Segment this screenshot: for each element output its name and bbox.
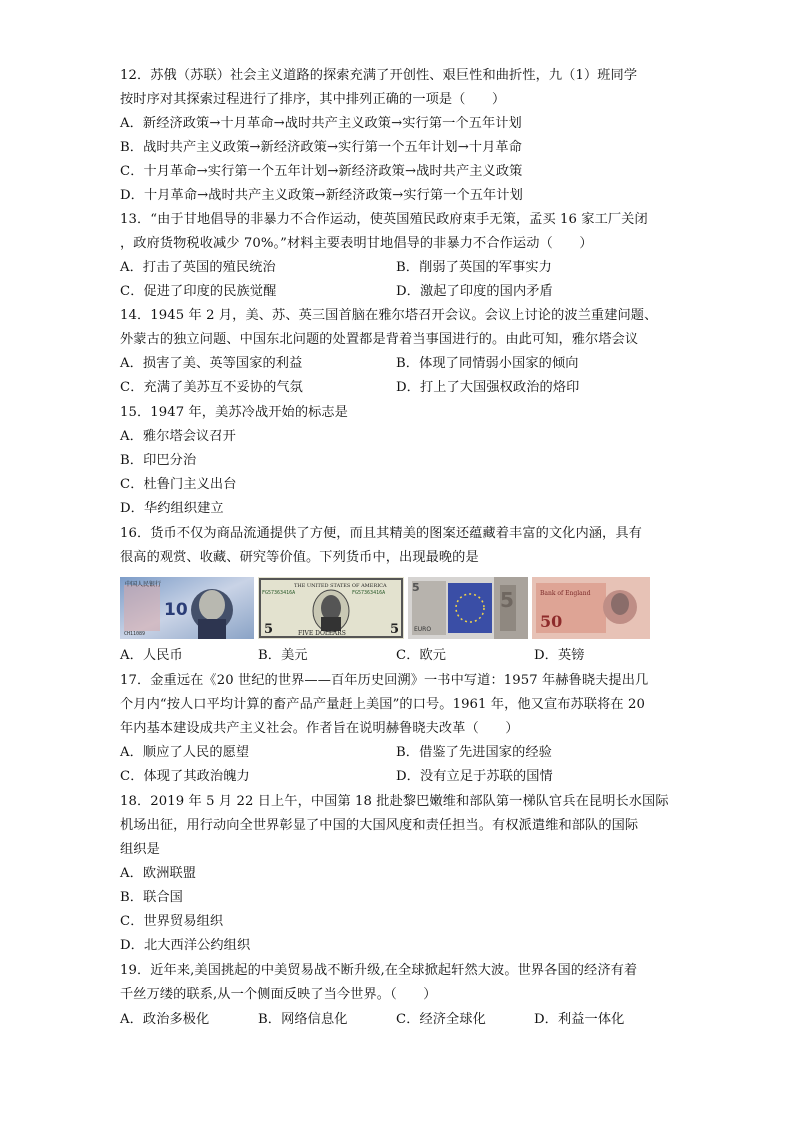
q14-stem-line-1: 14．1945 年 2 月，美、苏、英三国首脑在雅尔塔召开会议。会议上讨论的波兰重建问题、 [120,308,658,323]
q16-option-a: A．人民币 [120,648,183,663]
q13-option-d: D．激起了印度的国内矛盾 [396,284,553,299]
q13-options-row-1 [120,259,680,276]
q18-stem-line-2: 机场出征，用行动向全世界彰显了中国的大国风度和责任担当。有权派遣维和部队的国际 [120,818,639,833]
q17-option-b: B．借鉴了先进国家的经验 [396,745,552,760]
q15-option-a: A．雅尔塔会议召开 [120,429,236,444]
banknote-images-row [120,577,650,639]
usd-serial-right: FG57363416A [352,590,386,596]
usd-denomination: 5 [264,622,274,637]
q12-option-d: D．十月革命→战时共产主义政策→新经济政策→实行第一个五年计划 [120,188,523,203]
q14-option-d: D．打上了大国强权政治的烙印 [396,380,580,395]
euro-word: EURO [414,626,432,633]
q17-options-row-1 [120,744,680,761]
q19-stem-line-2: 千丝万缕的联系,从一个侧面反映了当今世界。（ ） [120,987,437,1002]
q17-options-row-2 [120,768,680,785]
q19-option-b: B．网络信息化 [258,1012,348,1027]
q13-options-row-2 [120,283,680,300]
q12-option-a: A．新经济政策→十月革命→战时共产主义政策→实行第一个五年计划 [120,116,522,131]
q17-option-a: A．顺应了人民的愿望 [120,745,250,760]
q17-stem-line-3: 年内基本建设成共产主义社会。作者旨在说明赫鲁晓夫改革（ ） [120,721,519,736]
euro-banknote-image [408,577,528,639]
q18-stem-line-1: 18．2019 年 5 月 22 日上午，中国第 18 批赴黎巴嫩维和部队第一梯队官兵在昆明长水国际 [120,794,669,809]
q17-stem-line-2: 个月内“按人口平均计算的畜产品产量赶上美国”的口号。1961 年，他又宣布苏联将在 20 [120,697,645,712]
q14-stem-line-2: 外蒙古的独立问题、中国东北问题的处置都是背着当事国进行的。由此可知，雅尔塔会议 [120,332,639,347]
usd-words: FIVE DOLLARS [298,630,346,637]
q16-stem-line-2: 很高的观赏、收藏、研究等价值。下列货币中，出现最晚的是 [120,550,479,565]
q19-option-a: A．政治多极化 [120,1012,210,1027]
q14-option-c: C．充满了美苏互不妥协的气氛 [120,380,303,395]
usd-title: THE UNITED STATES OF AMERICA [294,583,387,589]
q14-option-a: A．损害了美、英等国家的利益 [120,356,303,371]
q18-option-a: A．欧洲联盟 [120,866,197,881]
q19-stem-line-1: 19．近年来,美国挑起的中美贸易战不断升级,在全球掀起轩然大波。世界各国的经济有着 [120,963,638,978]
q13-stem-line-1: 13．“由于甘地倡导的非暴力不合作运动，使英国殖民政府束手无策，孟买 16 家工厂关闭 [120,212,648,227]
rmb-banknote-image [120,577,254,639]
q18-option-b: B．联合国 [120,890,183,905]
rmb-serial: CH11089 [124,631,146,637]
q13-option-c: C．促进了印度的民族觉醒 [120,284,277,299]
gbp-bank-name: Bank of England [540,590,591,597]
q18-stem-line-3: 组织是 [120,842,160,857]
q14-option-b: B．体现了同情弱小国家的倾向 [396,356,579,371]
q16-option-d: D．英镑 [534,648,585,663]
rmb-denomination: 10 [164,600,188,620]
q18-option-c: C．世界贸易组织 [120,914,224,929]
q13-option-b: B．削弱了英国的军事实力 [396,260,552,275]
usd-banknote-image [258,577,404,639]
q13-option-a: A．打击了英国的殖民统治 [120,260,276,275]
q15-option-c: C．杜鲁门主义出台 [120,477,237,492]
q18-option-d: D．北大西洋公约组织 [120,938,251,953]
usd-denomination-2: 5 [390,622,400,637]
q19-option-c: C．经济全球化 [396,1012,486,1027]
q14-options-row-2 [120,379,680,396]
q16-option-c: C．欧元 [396,648,447,663]
euro-denomination: 5 [412,581,420,594]
q19-option-d: D．利益一体化 [534,1012,625,1027]
q16-stem-line-1: 16．货币不仅为商品流通提供了方便，而且其精美的图案还蕴藏着丰富的文化内涵，具有 [120,526,642,541]
q12-stem-line-2: 按时序对其探索过程进行了排序，其中排列正确的一项是（ ） [120,92,506,107]
q17-option-d: D．没有立足于苏联的国情 [396,769,553,784]
gbp-banknote-image [532,577,650,639]
q15-stem: 15．1947 年，美苏冷战开始的标志是 [120,405,348,420]
q13-stem-line-2: ，政府货物税收减少 70%。”材料主要表明甘地倡导的非暴力不合作运动（ ） [120,236,593,251]
q16-option-b: B．美元 [258,648,308,663]
rmb-bank-name: 中国人民银行 [125,581,162,588]
q15-option-d: D．华约组织建立 [120,501,224,516]
usd-serial-left: FG57363416A [262,590,296,596]
euro-denomination-large: 5 [500,588,514,612]
q14-options-row-1 [120,355,680,372]
q17-option-c: C．体现了其政治魄力 [120,769,250,784]
q15-option-b: B．印巴分治 [120,453,197,468]
q17-stem-line-1: 17．金重远在《20 世纪的世界——百年历史回溯》一书中写道：1957 年赫鲁晓夫提出几 [120,673,649,688]
q12-option-c: C．十月革命→实行第一个五年计划→新经济政策→战时共产主义政策 [120,164,523,179]
q12-option-b: B．战时共产主义政策→新经济政策→实行第一个五年计划→十月革命 [120,140,522,155]
gbp-denomination: 50 [540,612,563,631]
q12-stem-line-1: 12．苏俄（苏联）社会主义道路的探索充满了开创性、艰巨性和曲折性，九（1）班同学 [120,68,638,83]
